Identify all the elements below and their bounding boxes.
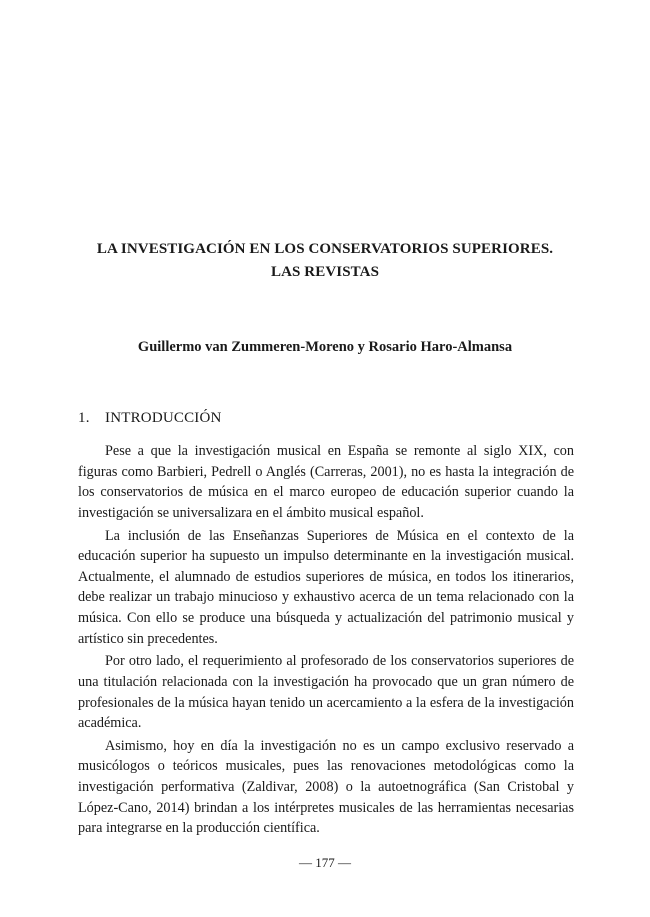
article-title xyxy=(60,238,590,284)
paragraph: Asimismo, hoy en día la investigación no es un campo exclusivo reservado a musicólogos o teóricos musicales, pues las renovaciones metodológicas como la investigación performativa (Zaldivar, 2008) o la autoetnográfica (San Cristobal y López-Cano, 2014) brindan a los intérpretes musicales de las herramientas necesarias para integrarse en la producción científica. xyxy=(78,737,574,837)
section-number: 1. xyxy=(78,410,90,426)
body-text xyxy=(78,441,574,841)
article-title-line-1: LA INVESTIGACIÓN EN LOS CONSERVATORIOS SUPERIORES. xyxy=(96,241,554,257)
paragraph: Pese a que la investigación musical en España se remonte al siglo XIX, con figuras como Barbieri, Pedrell o Anglés (Carreras, 2001), no es hasta la integración de los conservatorios de música en el marco europeo de educación superior cuando la investigación se universalizara en el ámbito musical español. xyxy=(78,443,574,521)
page-number: — 177 — xyxy=(299,855,351,870)
section-title: INTRODUCCIÓN xyxy=(105,410,222,426)
paragraph: La inclusión de las Enseñanzas Superiores de Música en el contexto de la educación superior ha supuesto un impulso determinante en la investigación musical. Actualmente, el alumnado de estudios superiores de música, en todos los itinerarios, debe realizar un trabajo minucioso y exhaustivo acerca de un tema relacionado con la música. Con ello se produce una búsqueda y actualización del patrimonio musical y artístico sin precedentes. xyxy=(78,527,574,647)
paragraph: Por otro lado, el requerimiento al profesorado de los conservatorios superiores de una titulación relacionada con la investigación ha provocado que un gran número de profesionales de la música hayan tenido un acercamiento a la esfera de la investigación académica. xyxy=(78,653,574,732)
article-title-line-2: LAS REVISTAS xyxy=(270,264,380,280)
section-heading xyxy=(78,408,222,428)
article-authors: Guillermo van Zummeren-Moreno y Rosario Haro-Almansa xyxy=(137,339,513,355)
